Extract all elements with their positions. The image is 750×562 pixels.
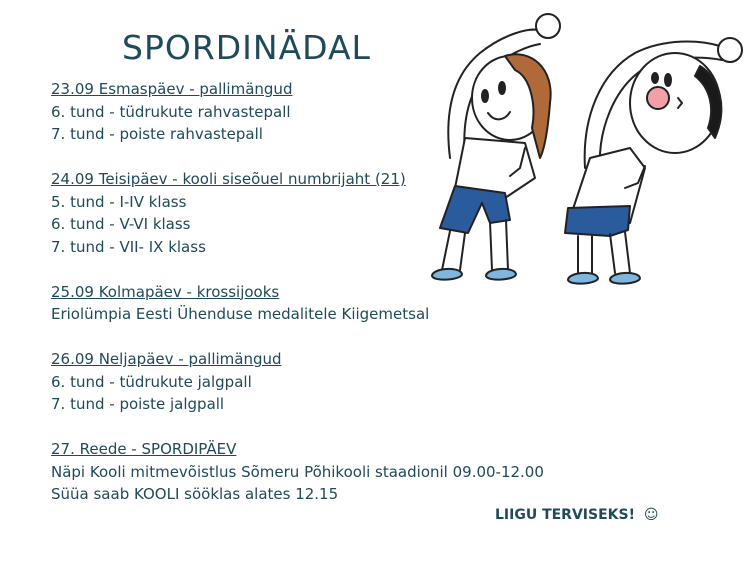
- day-heading: 27. Reede - SPORDIPÄEV: [51, 440, 237, 458]
- closing-text: LIIGU TERVISEKS!: [495, 507, 635, 523]
- day-heading: 25.09 Kolmapäev - krossijooks: [51, 282, 280, 301]
- day-heading: 23.09 Esmaspäev - pallimängud: [51, 80, 293, 98]
- day-line: Eriolümpia Eesti Ühenduse medalitele Kiigemetsal: [51, 305, 430, 323]
- day-friday: [51, 438, 544, 506]
- day-line: Süüa saab KOOLI sööklas alates 12.15: [51, 485, 339, 503]
- day-heading: 24.09 Teisipäev - kooli siseõuel numbrijaht (21): [51, 170, 406, 188]
- day-line: 6. tund - tüdrukute jalgpall: [51, 372, 252, 391]
- day-line: Näpi Kooli mitmevõistlus Sõmeru Põhikooli staadionil 09.00-12.00: [51, 462, 544, 481]
- closing-message: [495, 505, 658, 525]
- day-line: 5. tund - I-IV klass: [51, 192, 187, 211]
- smiley-icon: ☺: [643, 507, 659, 523]
- day-line: 7. tund - poiste rahvastepall: [51, 125, 263, 143]
- day-heading: 26.09 Neljapäev - pallimängud: [51, 350, 282, 368]
- day-thursday: [51, 348, 491, 416]
- day-line: 7. tund - VII- IX klass: [51, 237, 206, 256]
- day-line: 7. tund - poiste jalgpall: [51, 395, 225, 413]
- stretching-kids-illustration: [410, 8, 745, 293]
- page-title: SPORDINÄDAL: [122, 28, 371, 67]
- girl-figure: [432, 14, 560, 280]
- day-line: 6. tund - tüdrukute rahvastepall: [51, 102, 291, 121]
- day-line: 6. tund - V-VI klass: [51, 215, 191, 233]
- boy-figure: [565, 38, 742, 284]
